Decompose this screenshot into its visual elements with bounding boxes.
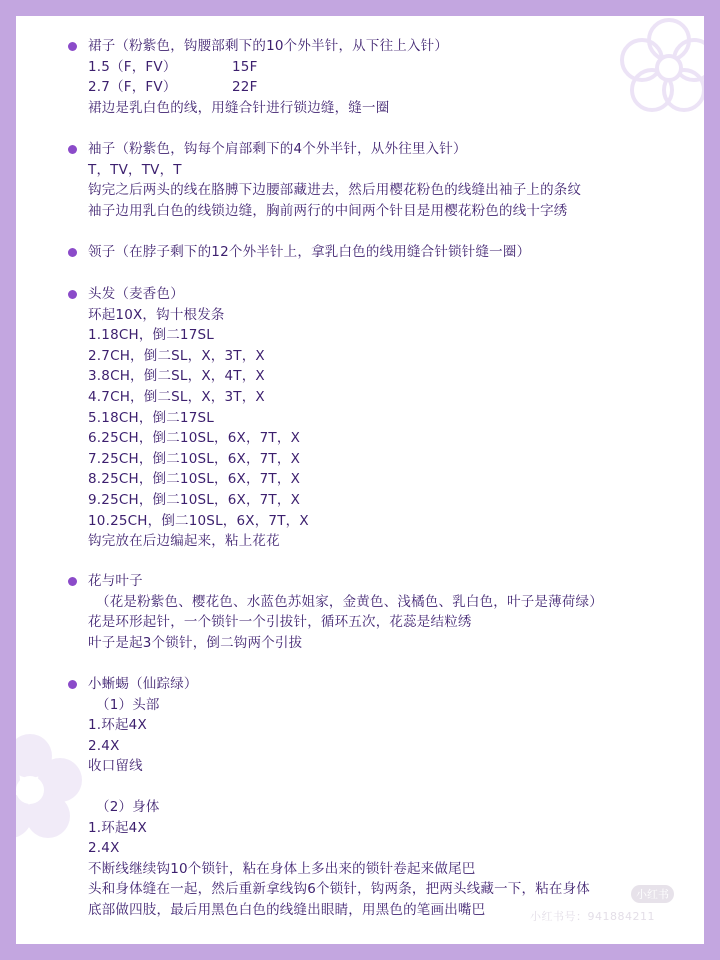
hair-line: 环起10X，钩十根发条 [88,306,225,323]
skirt-note: 裙边是乳白色的线，用缝合针进行锁边缝，缝一圈 [88,99,390,116]
hair-heading: 头发（麦香色） [88,286,184,302]
flowers-heading: 花与叶子 [88,573,143,589]
flowers-line: 花是环形起针，一个锁针一个引拔针，循环五次，花蕊是结粒绣 [88,614,472,631]
lizard-section [16,674,704,921]
lizard-head-row: 2.4X [88,737,120,754]
hair-row: 7.25CH，倒二10SL，6X，7T，X [88,450,301,467]
collar-section [16,242,704,263]
sleeves-section [16,139,704,221]
bullet-icon [68,577,77,586]
hair-finish-note: 钩完放在后边编起来，粘上花花 [88,533,280,550]
flowers-colors: （花是粉紫色、樱花色、水蓝色苏姐家，金黄色、浅橘色、乳白色，叶子是薄荷绿） [96,593,603,610]
hair-row: 10.25CH，倒二10SL，6X，7T，X [88,512,309,529]
bullet-icon [68,680,77,689]
pattern-page [16,16,704,944]
skirt-heading: 裙子（粉紫色，钩腰部剩下的10个外半针，从下往上入针） [88,38,449,54]
lizard-head-title: （1）头部 [96,696,160,713]
lizard-head-row: 收口留线 [88,758,143,775]
lizard-body-title: （2）身体 [96,798,160,815]
hair-row: 1.18CH，倒二17SL [88,327,215,344]
sleeves-stitch-line: T，TV，TV，T [88,161,182,178]
hair-row: 2.7CH，倒二SL，X，3T，X [88,347,265,364]
flowers-section [16,571,704,653]
sleeves-heading: 袖子（粉紫色，钩每个肩部剩下的4个外半针，从外往里入针） [88,141,467,157]
collar-heading: 领子（在脖子剩下的12个外半针上，拿乳白色的线用缝合针锁针缝一圈） [88,244,531,260]
skirt-section [16,36,704,118]
lizard-body-row: 头和身体缝在一起，然后重新拿线钩6个锁针，钩两条，把两头线藏一下，粘在身体 [88,881,590,898]
bullet-icon [68,42,77,51]
hair-row: 6.25CH，倒二10SL，6X，7T，X [88,430,301,447]
spacer [16,777,704,797]
lizard-body-row: 2.4X [88,840,120,857]
hair-row: 5.18CH，倒二17SL [88,409,215,426]
skirt-round-2: 2.7（F，FV） 22F [88,79,258,96]
sleeves-line: 钩完之后两头的线在胳膊下边腰部藏进去，然后用樱花粉色的线缝出袖子上的条纹 [88,182,582,199]
hair-section [16,284,704,552]
watermark-logo: 小红书 [631,885,674,903]
bullet-icon [68,248,77,257]
lizard-body-row: 1.环起4X [88,819,147,836]
bullet-icon [68,145,77,154]
lizard-heading: 小蜥蜴（仙踪绿） [88,676,198,692]
hair-row: 9.25CH，倒二10SL，6X，7T，X [88,491,301,508]
hair-row: 8.25CH，倒二10SL，6X，7T，X [88,471,301,488]
watermark-id: 小红书号：941884211 [530,910,655,923]
lizard-head-row: 1.环起4X [88,717,147,734]
skirt-round-1: 1.5（F，FV） 15F [88,58,258,75]
hair-row: 3.8CH，倒二SL，X，4T，X [88,368,265,385]
lizard-body-row: 底部做四肢，最后用黑色白色的线缝出眼睛，用黑色的笔画出嘴巴 [88,901,486,918]
sleeves-line: 袖子边用乳白色的线锁边缝，胸前两行的中间两个针目是用樱花粉色的线十字绣 [88,202,568,219]
flowers-line: 叶子是起3个锁针，倒二钩两个引拔 [88,634,303,651]
hair-row: 4.7CH，倒二SL，X，3T，X [88,388,265,405]
bullet-icon [68,290,77,299]
lizard-body-row: 不断线继续钩10个锁针，粘在身体上多出来的锁针卷起来做尾巴 [88,860,476,877]
